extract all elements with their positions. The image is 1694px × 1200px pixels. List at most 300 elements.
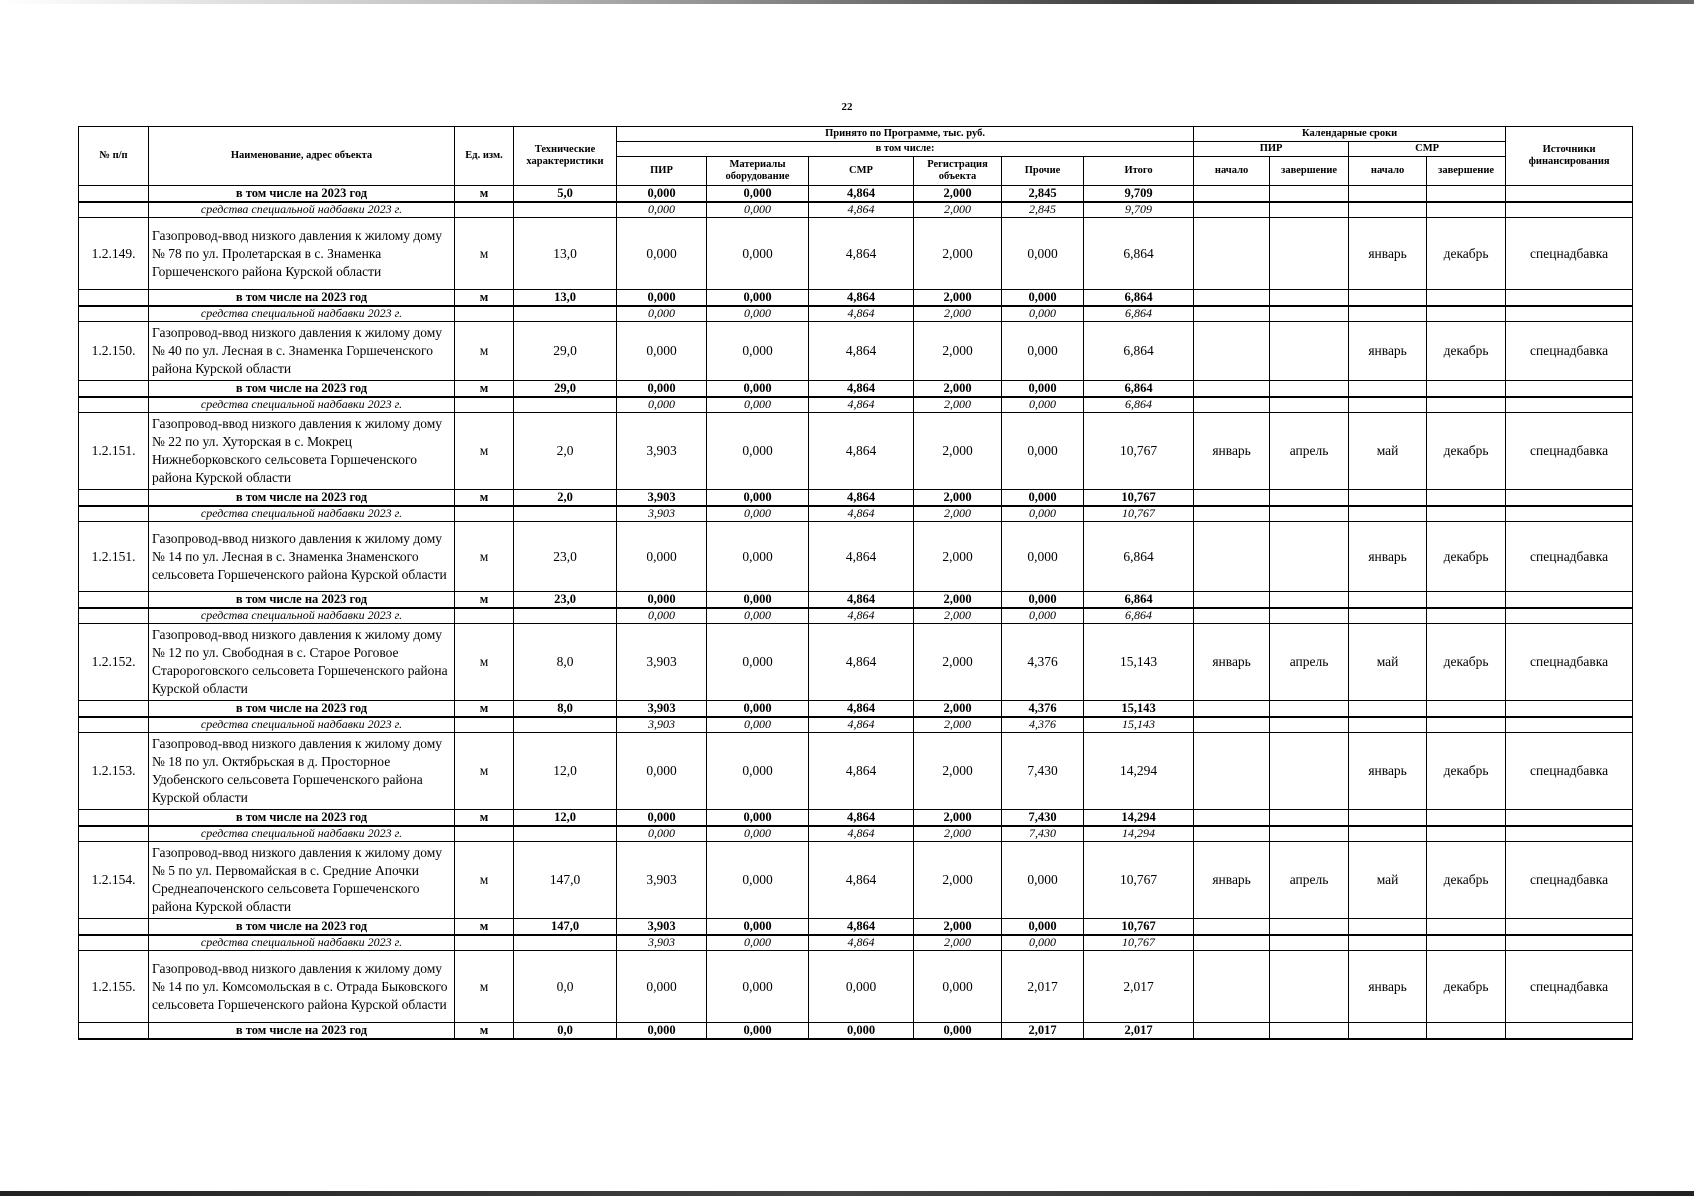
cell-source: спецнадбавка xyxy=(1506,522,1633,592)
cell-tech: 8,0 xyxy=(514,624,617,701)
cell-pir: 3,903 xyxy=(617,701,707,718)
subtotal-row xyxy=(79,919,1633,936)
cell-tech: 2,0 xyxy=(514,490,617,507)
cell-registration: 2,000 xyxy=(914,397,1002,413)
special-surcharge-label: средства специальной надбавки 2023 г. xyxy=(149,306,455,322)
header-cal-smr: СМР xyxy=(1349,142,1506,157)
cell-other: 2,845 xyxy=(1002,186,1084,203)
cell-pir: 0,000 xyxy=(617,290,707,307)
cell-tech: 8,0 xyxy=(514,701,617,718)
special-surcharge-row xyxy=(79,826,1633,842)
cell-pir-end xyxy=(1270,951,1349,1023)
cell-total: 6,864 xyxy=(1084,397,1194,413)
header-total: Итого xyxy=(1084,157,1194,186)
cell-num: 1.2.150. xyxy=(79,322,149,381)
subtotal-row xyxy=(79,381,1633,398)
special-surcharge-label: средства специальной надбавки 2023 г. xyxy=(149,935,455,951)
cell-total: 6,864 xyxy=(1084,381,1194,398)
special-surcharge-row xyxy=(79,717,1633,733)
subtotal-label: в том числе на 2023 год xyxy=(149,490,455,507)
cell-other: 4,376 xyxy=(1002,624,1084,701)
header-smr-start: начало xyxy=(1349,157,1427,186)
cell-tech: 2,0 xyxy=(514,413,617,490)
cell-smr: 4,864 xyxy=(809,522,914,592)
cell-total: 14,294 xyxy=(1084,733,1194,810)
cell-other: 0,000 xyxy=(1002,935,1084,951)
cell-unit: м xyxy=(455,322,514,381)
cell-smr: 0,000 xyxy=(809,951,914,1023)
program-table xyxy=(78,126,1633,1040)
cell-smr: 4,864 xyxy=(809,608,914,624)
cell-materials: 0,000 xyxy=(707,1023,809,1040)
cell-total: 6,864 xyxy=(1084,290,1194,307)
cell-tech: 29,0 xyxy=(514,381,617,398)
cell-smr: 4,864 xyxy=(809,733,914,810)
cell-tech: 5,0 xyxy=(514,186,617,203)
cell-materials: 0,000 xyxy=(707,506,809,522)
cell-smr-start: май xyxy=(1349,624,1427,701)
cell-num: 1.2.155. xyxy=(79,951,149,1023)
cell-registration: 2,000 xyxy=(914,717,1002,733)
cell-smr: 0,000 xyxy=(809,1023,914,1040)
cell-smr: 4,864 xyxy=(809,717,914,733)
cell-other: 0,000 xyxy=(1002,490,1084,507)
cell-smr: 4,864 xyxy=(809,506,914,522)
cell-smr: 4,864 xyxy=(809,306,914,322)
cell-smr: 4,864 xyxy=(809,397,914,413)
cell-smr-start: январь xyxy=(1349,733,1427,810)
subtotal-row xyxy=(79,490,1633,507)
subtotal-row xyxy=(79,186,1633,203)
cell-pir-start: январь xyxy=(1194,842,1270,919)
header-materials: Материалы оборудование xyxy=(707,157,809,186)
cell-materials: 0,000 xyxy=(707,413,809,490)
cell-materials: 0,000 xyxy=(707,826,809,842)
cell-unit: м xyxy=(455,624,514,701)
cell-registration: 2,000 xyxy=(914,919,1002,936)
special-surcharge-label: средства специальной надбавки 2023 г. xyxy=(149,608,455,624)
header-num: № п/п xyxy=(79,127,149,186)
cell-materials: 0,000 xyxy=(707,935,809,951)
cell-pir: 0,000 xyxy=(617,951,707,1023)
cell-total: 10,767 xyxy=(1084,506,1194,522)
cell-total: 14,294 xyxy=(1084,810,1194,827)
cell-pir: 3,903 xyxy=(617,624,707,701)
cell-pir: 0,000 xyxy=(617,218,707,290)
cell-registration: 2,000 xyxy=(914,506,1002,522)
cell-registration: 0,000 xyxy=(914,951,1002,1023)
subtotal-row xyxy=(79,701,1633,718)
object-row xyxy=(79,522,1633,592)
cell-name: Газопровод-ввод низкого давления к жилому дому № 40 по ул. Лесная в с. Знаменка Горшеченского района Курской области xyxy=(149,322,455,381)
header-calendar: Календарные сроки xyxy=(1194,127,1506,142)
cell-num: 1.2.154. xyxy=(79,842,149,919)
subtotal-row xyxy=(79,290,1633,307)
cell-unit: м xyxy=(455,1023,514,1040)
object-row xyxy=(79,624,1633,701)
cell-pir: 0,000 xyxy=(617,522,707,592)
cell-smr-start: январь xyxy=(1349,322,1427,381)
cell-smr: 4,864 xyxy=(809,322,914,381)
cell-source: спецнадбавка xyxy=(1506,218,1633,290)
special-surcharge-row xyxy=(79,397,1633,413)
cell-other: 0,000 xyxy=(1002,290,1084,307)
cell-pir: 3,903 xyxy=(617,490,707,507)
header-pir: ПИР xyxy=(617,157,707,186)
special-surcharge-row xyxy=(79,306,1633,322)
cell-total: 6,864 xyxy=(1084,322,1194,381)
header-sources: Источники финансирования xyxy=(1506,127,1633,186)
cell-registration: 2,000 xyxy=(914,522,1002,592)
header-tech: Технические характеристики xyxy=(514,127,617,186)
cell-num: 1.2.151. xyxy=(79,413,149,490)
cell-pir: 0,000 xyxy=(617,322,707,381)
cell-materials: 0,000 xyxy=(707,306,809,322)
cell-num: 1.2.151. xyxy=(79,522,149,592)
cell-materials: 0,000 xyxy=(707,522,809,592)
cell-pir: 0,000 xyxy=(617,592,707,609)
cell-unit: м xyxy=(455,522,514,592)
cell-smr-start: январь xyxy=(1349,522,1427,592)
special-surcharge-row xyxy=(79,202,1633,218)
cell-other: 0,000 xyxy=(1002,842,1084,919)
cell-tech: 13,0 xyxy=(514,290,617,307)
cell-total: 15,143 xyxy=(1084,701,1194,718)
cell-smr: 4,864 xyxy=(809,290,914,307)
cell-unit: м xyxy=(455,919,514,936)
cell-smr-end: декабрь xyxy=(1427,322,1506,381)
cell-smr-start: май xyxy=(1349,842,1427,919)
cell-pir-end xyxy=(1270,733,1349,810)
cell-smr-end: декабрь xyxy=(1427,842,1506,919)
cell-pir-end: апрель xyxy=(1270,624,1349,701)
cell-smr: 4,864 xyxy=(809,826,914,842)
special-surcharge-row xyxy=(79,506,1633,522)
cell-smr: 4,864 xyxy=(809,490,914,507)
cell-pir: 3,903 xyxy=(617,842,707,919)
cell-pir-end: апрель xyxy=(1270,413,1349,490)
subtotal-row xyxy=(79,592,1633,609)
table-body xyxy=(79,186,1633,1040)
cell-tech: 147,0 xyxy=(514,842,617,919)
cell-source: спецнадбавка xyxy=(1506,413,1633,490)
subtotal-row xyxy=(79,810,1633,827)
header-smr-end: завершение xyxy=(1427,157,1506,186)
cell-pir: 0,000 xyxy=(617,826,707,842)
cell-registration: 2,000 xyxy=(914,701,1002,718)
subtotal-label: в том числе на 2023 год xyxy=(149,290,455,307)
cell-unit: м xyxy=(455,290,514,307)
cell-smr: 4,864 xyxy=(809,810,914,827)
cell-registration: 2,000 xyxy=(914,413,1002,490)
cell-unit: м xyxy=(455,842,514,919)
cell-pir-end xyxy=(1270,522,1349,592)
cell-name: Газопровод-ввод низкого давления к жилому дому № 12 по ул. Свободная в с. Старое Роговое Старороговского сельсовета Горшеченского района Курской области xyxy=(149,624,455,701)
cell-registration: 0,000 xyxy=(914,1023,1002,1040)
object-row xyxy=(79,413,1633,490)
cell-other: 2,017 xyxy=(1002,1023,1084,1040)
cell-smr-start: май xyxy=(1349,413,1427,490)
cell-tech: 0,0 xyxy=(514,951,617,1023)
cell-total: 10,767 xyxy=(1084,935,1194,951)
cell-pir-end xyxy=(1270,322,1349,381)
header-including: в том числе: xyxy=(617,142,1194,157)
cell-unit: м xyxy=(455,413,514,490)
cell-materials: 0,000 xyxy=(707,733,809,810)
cell-materials: 0,000 xyxy=(707,202,809,218)
cell-total: 10,767 xyxy=(1084,842,1194,919)
subtotal-label: в том числе на 2023 год xyxy=(149,1023,455,1040)
cell-materials: 0,000 xyxy=(707,608,809,624)
cell-name: Газопровод-ввод низкого давления к жилому дому № 5 по ул. Первомайская в с. Средние Апочки Среднеапоченского сельсовета Горшеченского района Курской области xyxy=(149,842,455,919)
cell-registration: 2,000 xyxy=(914,306,1002,322)
header-cal-pir: ПИР xyxy=(1194,142,1349,157)
cell-source: спецнадбавка xyxy=(1506,842,1633,919)
cell-unit: м xyxy=(455,592,514,609)
cell-name: Газопровод-ввод низкого давления к жилому дому № 14 по ул. Лесная в с. Знаменка Знаменского сельсовета Горшеченского района Курской области xyxy=(149,522,455,592)
cell-tech: 147,0 xyxy=(514,919,617,936)
cell-smr: 4,864 xyxy=(809,186,914,203)
header-unit: Ед. изм. xyxy=(455,127,514,186)
special-surcharge-label: средства специальной надбавки 2023 г. xyxy=(149,202,455,218)
cell-registration: 2,000 xyxy=(914,935,1002,951)
header-registration: Регистрация объекта xyxy=(914,157,1002,186)
cell-registration: 2,000 xyxy=(914,218,1002,290)
cell-smr: 4,864 xyxy=(809,624,914,701)
cell-pir: 3,903 xyxy=(617,935,707,951)
cell-other: 0,000 xyxy=(1002,397,1084,413)
cell-tech: 29,0 xyxy=(514,322,617,381)
cell-smr: 4,864 xyxy=(809,919,914,936)
cell-pir: 0,000 xyxy=(617,186,707,203)
header-other: Прочие xyxy=(1002,157,1084,186)
cell-smr: 4,864 xyxy=(809,592,914,609)
cell-pir-start xyxy=(1194,522,1270,592)
cell-total: 6,864 xyxy=(1084,218,1194,290)
special-surcharge-label: средства специальной надбавки 2023 г. xyxy=(149,506,455,522)
cell-registration: 2,000 xyxy=(914,322,1002,381)
cell-total: 2,017 xyxy=(1084,1023,1194,1040)
cell-registration: 2,000 xyxy=(914,381,1002,398)
cell-registration: 2,000 xyxy=(914,592,1002,609)
cell-unit: м xyxy=(455,381,514,398)
cell-pir-start xyxy=(1194,733,1270,810)
cell-pir-end xyxy=(1270,218,1349,290)
special-surcharge-label: средства специальной надбавки 2023 г. xyxy=(149,826,455,842)
cell-other: 2,845 xyxy=(1002,202,1084,218)
cell-materials: 0,000 xyxy=(707,842,809,919)
header-smr: СМР xyxy=(809,157,914,186)
special-surcharge-label: средства специальной надбавки 2023 г. xyxy=(149,717,455,733)
cell-total: 15,143 xyxy=(1084,717,1194,733)
cell-materials: 0,000 xyxy=(707,701,809,718)
special-surcharge-row xyxy=(79,935,1633,951)
cell-unit: м xyxy=(455,186,514,203)
cell-materials: 0,000 xyxy=(707,397,809,413)
cell-total: 6,864 xyxy=(1084,306,1194,322)
object-row xyxy=(79,951,1633,1023)
cell-registration: 2,000 xyxy=(914,290,1002,307)
scan-edge-bottom xyxy=(0,1191,1694,1196)
cell-smr: 4,864 xyxy=(809,202,914,218)
cell-registration: 2,000 xyxy=(914,608,1002,624)
special-surcharge-row xyxy=(79,608,1633,624)
cell-registration: 2,000 xyxy=(914,842,1002,919)
cell-other: 0,000 xyxy=(1002,919,1084,936)
cell-total: 9,709 xyxy=(1084,186,1194,203)
cell-source: спецнадбавка xyxy=(1506,951,1633,1023)
cell-other: 7,430 xyxy=(1002,733,1084,810)
cell-pir: 0,000 xyxy=(617,306,707,322)
cell-materials: 0,000 xyxy=(707,951,809,1023)
header-pir-start: начало xyxy=(1194,157,1270,186)
cell-name: Газопровод-ввод низкого давления к жилому дому № 78 по ул. Пролетарская в с. Знаменка Горшеченского района Курской области xyxy=(149,218,455,290)
cell-unit: м xyxy=(455,701,514,718)
subtotal-label: в том числе на 2023 год xyxy=(149,701,455,718)
cell-pir-start xyxy=(1194,322,1270,381)
cell-unit: м xyxy=(455,218,514,290)
cell-smr-end: декабрь xyxy=(1427,413,1506,490)
cell-materials: 0,000 xyxy=(707,592,809,609)
cell-materials: 0,000 xyxy=(707,218,809,290)
subtotal-label: в том числе на 2023 год xyxy=(149,810,455,827)
cell-name: Газопровод-ввод низкого давления к жилому дому № 22 по ул. Хуторская в с. Мокрец Нижнеборковского сельсовета Горшеченского района Курской области xyxy=(149,413,455,490)
cell-registration: 2,000 xyxy=(914,826,1002,842)
cell-other: 0,000 xyxy=(1002,522,1084,592)
cell-num: 1.2.153. xyxy=(79,733,149,810)
cell-registration: 2,000 xyxy=(914,624,1002,701)
cell-other: 7,430 xyxy=(1002,826,1084,842)
cell-pir-start xyxy=(1194,218,1270,290)
cell-smr-end: декабрь xyxy=(1427,522,1506,592)
cell-other: 0,000 xyxy=(1002,381,1084,398)
cell-pir: 0,000 xyxy=(617,397,707,413)
cell-total: 14,294 xyxy=(1084,826,1194,842)
object-row xyxy=(79,322,1633,381)
cell-source: спецнадбавка xyxy=(1506,733,1633,810)
table-header xyxy=(79,127,1633,186)
subtotal-row xyxy=(79,1023,1633,1040)
cell-registration: 2,000 xyxy=(914,810,1002,827)
cell-pir-start: январь xyxy=(1194,413,1270,490)
cell-smr: 4,864 xyxy=(809,935,914,951)
cell-total: 6,864 xyxy=(1084,592,1194,609)
cell-materials: 0,000 xyxy=(707,322,809,381)
cell-num: 1.2.149. xyxy=(79,218,149,290)
cell-materials: 0,000 xyxy=(707,810,809,827)
cell-tech: 13,0 xyxy=(514,218,617,290)
cell-other: 2,017 xyxy=(1002,951,1084,1023)
cell-tech: 23,0 xyxy=(514,592,617,609)
cell-smr: 4,864 xyxy=(809,701,914,718)
cell-smr-start: январь xyxy=(1349,218,1427,290)
cell-smr: 4,864 xyxy=(809,218,914,290)
cell-other: 0,000 xyxy=(1002,413,1084,490)
cell-tech: 12,0 xyxy=(514,810,617,827)
cell-materials: 0,000 xyxy=(707,186,809,203)
header-name: Наименование, адрес объекта xyxy=(149,127,455,186)
cell-unit: м xyxy=(455,951,514,1023)
cell-smr-start: январь xyxy=(1349,951,1427,1023)
cell-total: 15,143 xyxy=(1084,624,1194,701)
cell-pir: 3,903 xyxy=(617,506,707,522)
cell-unit: м xyxy=(455,810,514,827)
cell-materials: 0,000 xyxy=(707,381,809,398)
cell-pir: 0,000 xyxy=(617,381,707,398)
cell-smr-end: декабрь xyxy=(1427,218,1506,290)
cell-unit: м xyxy=(455,490,514,507)
cell-smr: 4,864 xyxy=(809,842,914,919)
cell-total: 10,767 xyxy=(1084,413,1194,490)
cell-other: 0,000 xyxy=(1002,506,1084,522)
cell-total: 6,864 xyxy=(1084,522,1194,592)
cell-smr: 4,864 xyxy=(809,381,914,398)
cell-materials: 0,000 xyxy=(707,919,809,936)
special-surcharge-label: средства специальной надбавки 2023 г. xyxy=(149,397,455,413)
cell-materials: 0,000 xyxy=(707,717,809,733)
cell-num: 1.2.152. xyxy=(79,624,149,701)
cell-registration: 2,000 xyxy=(914,733,1002,810)
header-accepted: Принято по Программе, тыс. руб. xyxy=(617,127,1194,142)
cell-total: 6,864 xyxy=(1084,608,1194,624)
subtotal-label: в том числе на 2023 год xyxy=(149,186,455,203)
cell-smr-end: декабрь xyxy=(1427,733,1506,810)
cell-pir: 0,000 xyxy=(617,1023,707,1040)
cell-unit: м xyxy=(455,733,514,810)
cell-materials: 0,000 xyxy=(707,490,809,507)
object-row xyxy=(79,218,1633,290)
cell-other: 0,000 xyxy=(1002,322,1084,381)
cell-smr: 4,864 xyxy=(809,413,914,490)
cell-pir: 3,903 xyxy=(617,919,707,936)
cell-name: Газопровод-ввод низкого давления к жилому дому № 18 по ул. Октябрьская в д. Просторное Удобенского сельсовета Горшеченского района Курской области xyxy=(149,733,455,810)
cell-source: спецнадбавка xyxy=(1506,624,1633,701)
cell-pir: 0,000 xyxy=(617,608,707,624)
cell-tech: 12,0 xyxy=(514,733,617,810)
cell-other: 0,000 xyxy=(1002,592,1084,609)
cell-other: 0,000 xyxy=(1002,306,1084,322)
cell-total: 9,709 xyxy=(1084,202,1194,218)
page-number: 22 xyxy=(841,101,853,113)
cell-other: 7,430 xyxy=(1002,810,1084,827)
subtotal-label: в том числе на 2023 год xyxy=(149,381,455,398)
cell-registration: 2,000 xyxy=(914,186,1002,203)
cell-materials: 0,000 xyxy=(707,624,809,701)
cell-pir: 0,000 xyxy=(617,810,707,827)
header-pir-end: завершение xyxy=(1270,157,1349,186)
cell-total: 10,767 xyxy=(1084,490,1194,507)
cell-pir-start: январь xyxy=(1194,624,1270,701)
cell-smr-end: декабрь xyxy=(1427,624,1506,701)
subtotal-label: в том числе на 2023 год xyxy=(149,592,455,609)
cell-pir-end: апрель xyxy=(1270,842,1349,919)
cell-registration: 2,000 xyxy=(914,490,1002,507)
cell-total: 2,017 xyxy=(1084,951,1194,1023)
cell-pir-start xyxy=(1194,951,1270,1023)
cell-registration: 2,000 xyxy=(914,202,1002,218)
cell-pir: 0,000 xyxy=(617,733,707,810)
cell-pir: 3,903 xyxy=(617,717,707,733)
cell-other: 4,376 xyxy=(1002,717,1084,733)
object-row xyxy=(79,733,1633,810)
cell-total: 10,767 xyxy=(1084,919,1194,936)
cell-pir: 0,000 xyxy=(617,202,707,218)
cell-source: спецнадбавка xyxy=(1506,322,1633,381)
scan-edge-top xyxy=(0,0,1694,4)
object-row xyxy=(79,842,1633,919)
cell-other: 0,000 xyxy=(1002,218,1084,290)
cell-name: Газопровод-ввод низкого давления к жилому дому № 14 по ул. Комсомольская в с. Отрада Быковского сельсовета Горшеченского района Курской области xyxy=(149,951,455,1023)
